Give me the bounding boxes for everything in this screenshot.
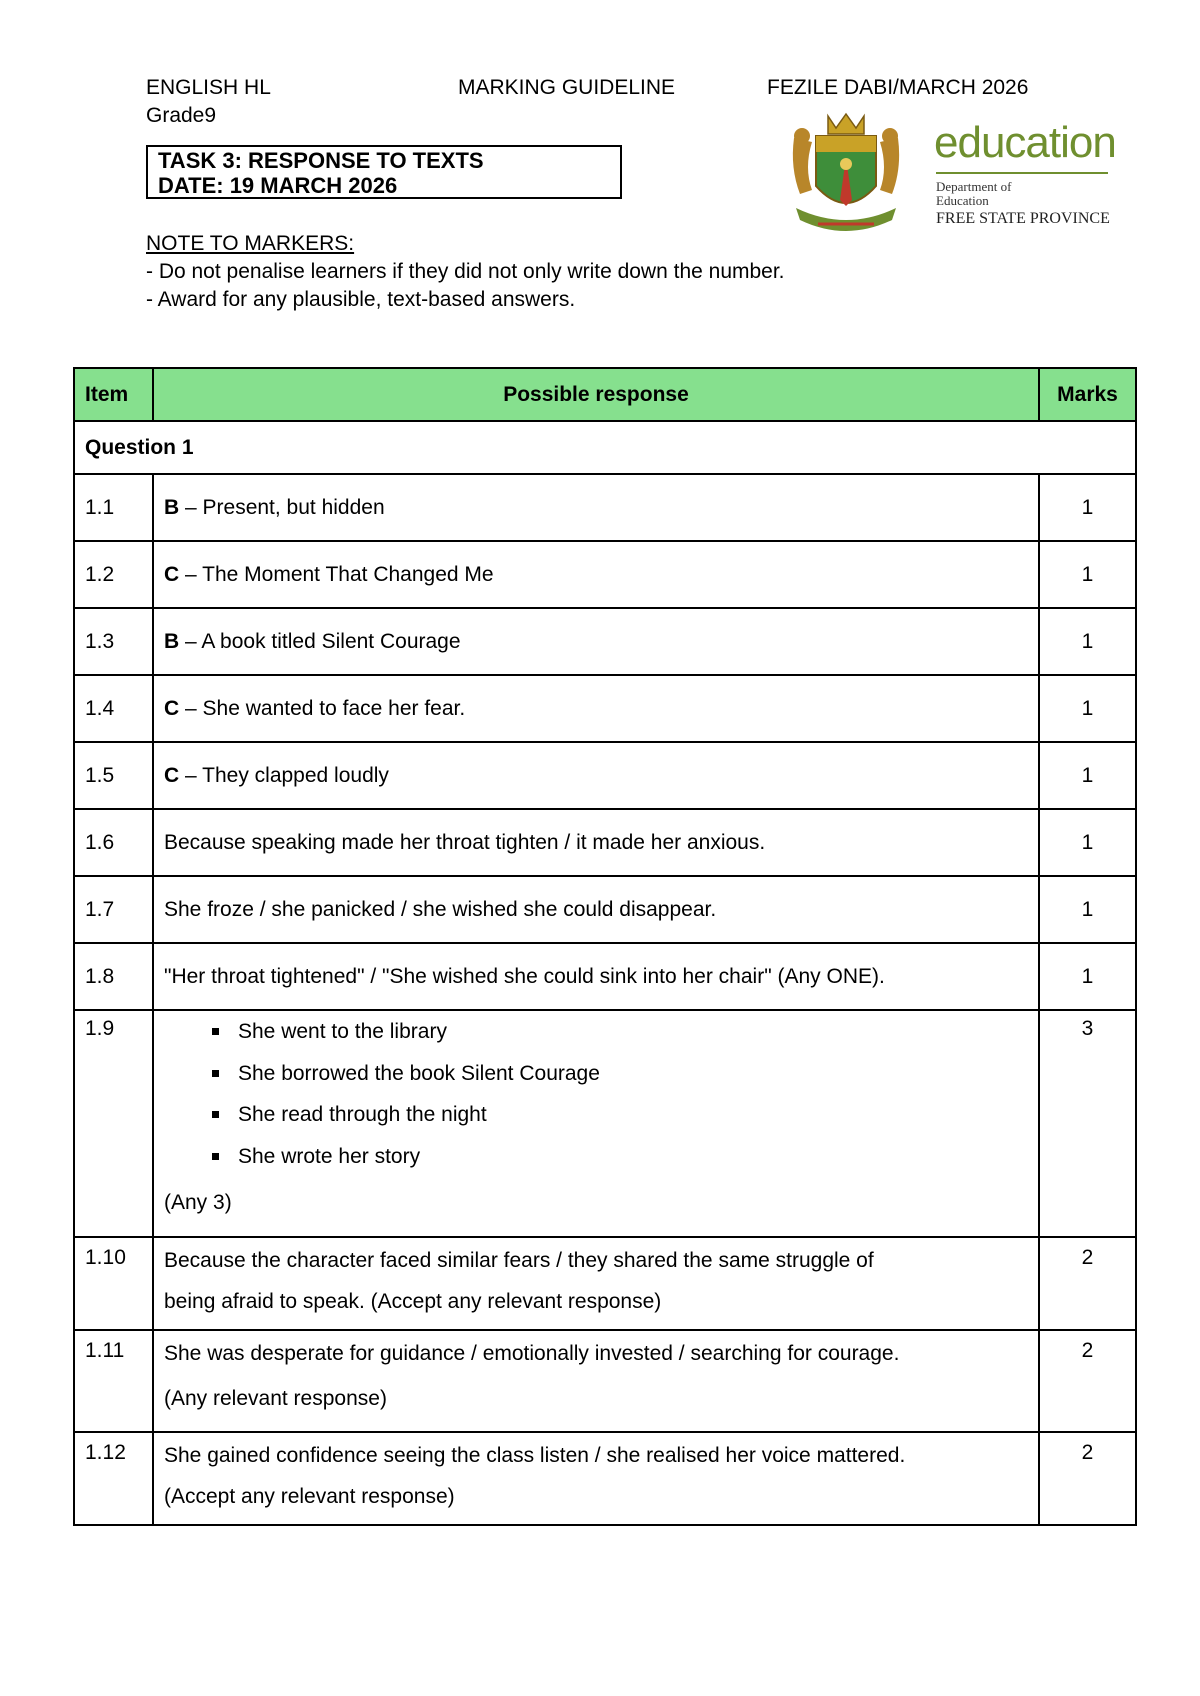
answer-text: – A book titled Silent Courage (179, 629, 461, 653)
notes-heading: NOTE TO MARKERS: (146, 232, 355, 255)
item-number (74, 1010, 153, 1237)
item-number-text: 1.12 (85, 1441, 126, 1464)
marks-cell (1039, 1010, 1136, 1237)
marks-cell: 1 (1039, 742, 1136, 809)
answer-text: – Present, but hidden (179, 495, 385, 519)
response-line: She gained confidence seeing the class listen / she realised her voice mattered. (164, 1444, 906, 1467)
response-cell (153, 1237, 1039, 1330)
marks-text: 2 (1081, 1339, 1094, 1362)
task-date: DATE: 19 MARCH 2026 (158, 173, 398, 198)
marks-cell (1039, 1432, 1136, 1525)
response-cell (153, 1330, 1039, 1432)
item-number-text: 1.11 (85, 1339, 125, 1362)
table-header-row (74, 368, 1136, 421)
response-cell (153, 742, 1039, 809)
district-date: FEZILE DABI/MARCH 2026 (767, 76, 1029, 99)
note-item: - Award for any plausible, text-based answers. (146, 288, 576, 311)
item-number (74, 1330, 153, 1432)
bullet-item: She borrowed the book Silent Courage (164, 1053, 1028, 1095)
bullet-item: She wrote her story (164, 1136, 1028, 1178)
logo-line-2: Education (936, 193, 989, 208)
table-row (74, 809, 1136, 876)
marking-table (73, 367, 1137, 1526)
task-box (146, 145, 622, 199)
column-header-response: Possible response (153, 368, 1039, 421)
answer-text: – They clapped loudly (179, 763, 389, 787)
notes-to-markers (146, 230, 785, 314)
answer-letter: C (164, 763, 180, 787)
subject-label: ENGLISH HL (146, 76, 271, 99)
table-row (74, 1010, 1136, 1237)
logo-department (936, 180, 1011, 208)
answer-letter: B (164, 495, 180, 519)
table-row (74, 876, 1136, 943)
response-line: She was desperate for guidance / emotionally invested / searching for courage. (164, 1342, 900, 1365)
marks-cell (1039, 1237, 1136, 1330)
education-logo (788, 108, 1118, 244)
answer-letter: B (164, 629, 180, 653)
column-header-marks: Marks (1039, 368, 1136, 421)
bullet-item: She went to the library (164, 1011, 1028, 1053)
marks-text: 2 (1081, 1441, 1094, 1464)
table-row (74, 608, 1136, 675)
item-number: 1.7 (74, 876, 153, 943)
grade-label: Grade9 (146, 104, 217, 127)
table-row (74, 1330, 1136, 1432)
marks-cell (1039, 1330, 1136, 1432)
response-line: Because the character faced similar fears / they shared the same struggle of (164, 1249, 874, 1272)
marks-cell: 1 (1039, 541, 1136, 608)
item-number: 1.4 (74, 675, 153, 742)
logo-divider (936, 172, 1108, 174)
marks-cell: 1 (1039, 608, 1136, 675)
response-line: (Any relevant response) (164, 1387, 387, 1410)
item-number: 1.2 (74, 541, 153, 608)
note-item: - Do not penalise learners if they did not only write down the number. (146, 260, 785, 283)
table-row (74, 742, 1136, 809)
item-number-text: 1.10 (85, 1246, 126, 1269)
table-row (74, 675, 1136, 742)
response-cell (153, 474, 1039, 541)
item-number: 1.8 (74, 943, 153, 1010)
response-note: (Any 3) (164, 1191, 232, 1214)
table-row (74, 943, 1136, 1010)
item-number: 1.6 (74, 809, 153, 876)
marks-cell: 1 (1039, 474, 1136, 541)
answer-text: – The Moment That Changed Me (179, 562, 494, 586)
item-number: 1.1 (74, 474, 153, 541)
response-cell (153, 1010, 1039, 1237)
response-cell: She froze / she panicked / she wished she could disappear. (153, 876, 1039, 943)
logo-word: education (934, 118, 1116, 167)
section-title: Question 1 (74, 421, 1136, 474)
task-title: TASK 3: RESPONSE TO TEXTS (158, 148, 484, 173)
marks-cell: 1 (1039, 943, 1136, 1010)
table-row (74, 474, 1136, 541)
item-number (74, 1237, 153, 1330)
response-line: (Accept any relevant response) (164, 1485, 455, 1508)
marks-text: 3 (1081, 1017, 1094, 1040)
table-row (74, 541, 1136, 608)
table-row (74, 1237, 1136, 1330)
table-row (74, 1432, 1136, 1525)
column-header-item: Item (74, 368, 153, 421)
marks-cell: 1 (1039, 675, 1136, 742)
section-row (74, 421, 1136, 474)
item-number (74, 1432, 153, 1525)
response-line: being afraid to speak. (Accept any relevant response) (164, 1290, 662, 1313)
document-type: MARKING GUIDELINE (458, 76, 676, 99)
response-cell (153, 675, 1039, 742)
answer-text: – She wanted to face her fear. (179, 696, 466, 720)
logo-line-1: Department of (936, 179, 1012, 194)
marks-text: 2 (1081, 1246, 1094, 1269)
response-cell (153, 608, 1039, 675)
marks-cell: 1 (1039, 809, 1136, 876)
response-cell (153, 541, 1039, 608)
response-cell: Because speaking made her throat tighten / it made her anxious. (153, 809, 1039, 876)
marks-cell: 1 (1039, 876, 1136, 943)
item-number: 1.3 (74, 608, 153, 675)
response-cell (153, 1432, 1039, 1525)
item-number: 1.5 (74, 742, 153, 809)
item-number-text: 1.9 (85, 1017, 115, 1040)
answer-letter: C (164, 562, 180, 586)
logo-province: FREE STATE PROVINCE (936, 210, 1110, 227)
answer-letter: C (164, 696, 180, 720)
bullet-item: She read through the night (164, 1094, 1028, 1136)
response-cell: "Her throat tightened" / "She wished she could sink into her chair" (Any ONE). (153, 943, 1039, 1010)
